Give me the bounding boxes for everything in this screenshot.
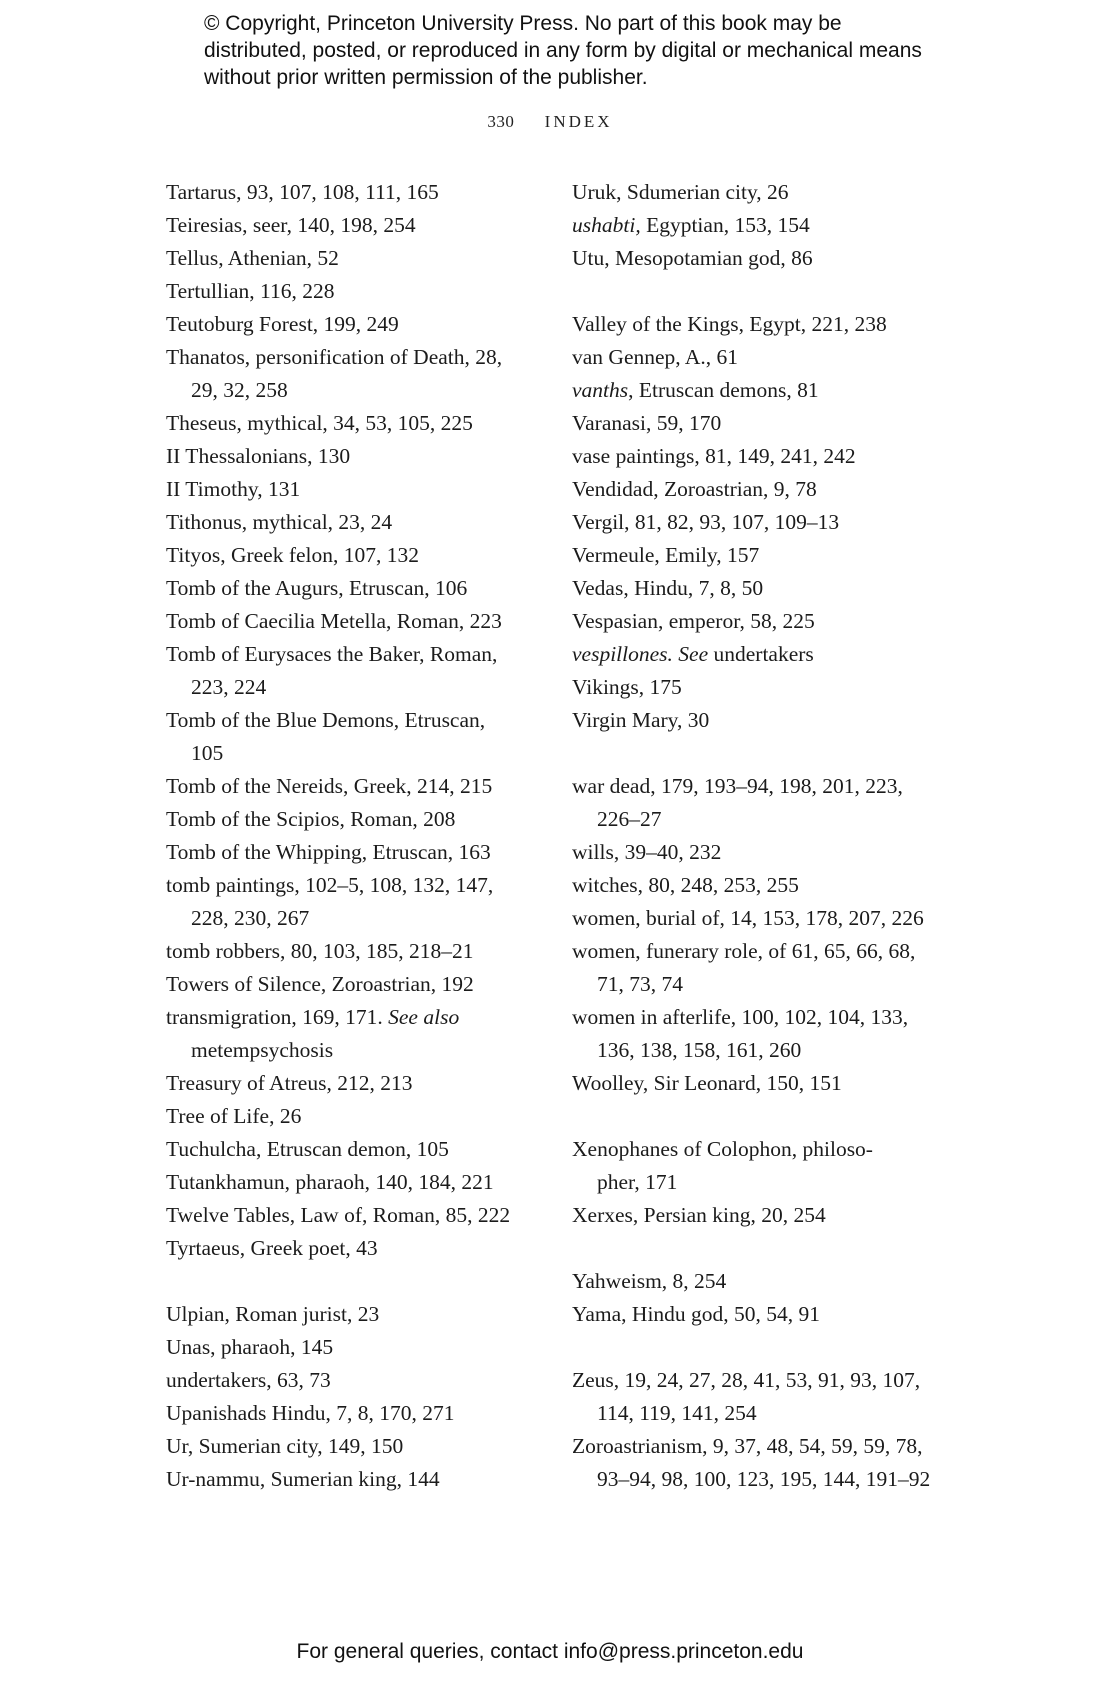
index-entry <box>572 374 952 407</box>
index-entry <box>166 1133 536 1166</box>
index-entry <box>166 572 536 605</box>
index-entry <box>572 506 952 539</box>
index-entry <box>572 176 952 209</box>
index-entry-text: 228, 230, 267 <box>191 906 310 930</box>
index-entry-text: Thanatos, personification of Death, 28, <box>166 345 503 369</box>
index-entry <box>166 539 536 572</box>
index-entry <box>572 1364 952 1397</box>
index-entry-text: undertakers <box>708 642 814 666</box>
index-entry-text: Vikings, 175 <box>572 675 682 699</box>
index-entry <box>166 176 536 209</box>
index-entry-text: Upanishads Hindu, 7, 8, 170, 271 <box>166 1401 455 1425</box>
index-entry-text: Tomb of the Blue Demons, Etruscan, <box>166 708 486 732</box>
index-entry-text: Vedas, Hindu, 7, 8, 50 <box>572 576 764 600</box>
index-entry-text: war dead, 179, 193–94, 198, 201, 223, <box>572 774 903 798</box>
index-entry <box>166 1100 536 1133</box>
index-entry-text: Tuchulcha, Etruscan demon, 105 <box>166 1137 449 1161</box>
index-entry-text: Unas, pharaoh, 145 <box>166 1335 334 1359</box>
index-entry <box>572 440 952 473</box>
index-entry-text: Yahweism, 8, 254 <box>572 1269 727 1293</box>
index-entry-text: 105 <box>191 741 224 765</box>
index-entry-text: transmigration, 169, 171. <box>166 1005 389 1029</box>
index-entry-continuation <box>166 1034 536 1067</box>
index-entry <box>572 869 952 902</box>
running-head <box>0 112 1100 132</box>
index-entry-continuation <box>572 1397 952 1430</box>
index-entry <box>166 1397 536 1430</box>
index-entry <box>166 1331 536 1364</box>
index-entry-text: women, funerary role, of 61, 65, 66, 68, <box>572 939 916 963</box>
index-entry-text: , Etruscan demons, 81 <box>628 378 819 402</box>
index-entry-text: Xerxes, Persian king, 20, 254 <box>572 1203 826 1227</box>
index-entry-text: Woolley, Sir Leonard, 150, 151 <box>572 1071 842 1095</box>
index-column-right <box>572 176 952 1496</box>
index-entry <box>166 1463 536 1496</box>
index-entry <box>166 869 536 902</box>
index-entry-text: Tomb of Eurysaces the Baker, Roman, <box>166 642 498 666</box>
index-entry <box>572 1067 952 1100</box>
index-entry-text: Towers of Silence, Zoroastrian, 192 <box>166 972 474 996</box>
index-entry-continuation <box>572 1463 952 1496</box>
index-entry <box>166 407 536 440</box>
index-entry <box>166 1232 536 1265</box>
index-entry-text: metempsychosis <box>191 1038 334 1062</box>
index-entry-text: Vespasian, emperor, 58, 225 <box>572 609 815 633</box>
index-entry <box>572 407 952 440</box>
index-entry-continuation <box>166 902 536 935</box>
index-entry-text: 93–94, 98, 100, 123, 195, 144, 191–92 <box>597 1467 931 1491</box>
index-entry <box>166 605 536 638</box>
index-entry <box>166 1199 536 1232</box>
index-entry-text: Tomb of the Whipping, Etruscan, 163 <box>166 840 491 864</box>
index-entry <box>166 704 536 737</box>
index-entry-continuation <box>572 968 952 1001</box>
index-entry <box>572 935 952 968</box>
index-entry-text: Vergil, 81, 82, 93, 107, 109–13 <box>572 510 840 534</box>
index-entry-text: Twelve Tables, Law of, Roman, 85, 222 <box>166 1203 511 1227</box>
index-entry-text: Tithonus, mythical, 23, 24 <box>166 510 393 534</box>
index-entry-text: Treasury of Atreus, 212, 213 <box>166 1071 413 1095</box>
index-entry <box>166 506 536 539</box>
index-entry-text: undertakers, 63, 73 <box>166 1368 331 1392</box>
index-entry-text: II Timothy, 131 <box>166 477 301 501</box>
index-entry <box>572 539 952 572</box>
index-entry-italic-text: ushabti, <box>572 213 641 237</box>
index-entry <box>572 1001 952 1034</box>
index-entry <box>166 1166 536 1199</box>
index-entry-text: Utu, Mesopotamian god, 86 <box>572 246 813 270</box>
index-entry-text: tomb robbers, 80, 103, 185, 218–21 <box>166 939 474 963</box>
index-entry-text: 29, 32, 258 <box>191 378 288 402</box>
index-entry-text: II Thessalonians, 130 <box>166 444 351 468</box>
index-entry-text: Ur, Sumerian city, 149, 150 <box>166 1434 404 1458</box>
index-entry <box>572 902 952 935</box>
index-spacer <box>572 737 952 770</box>
index-entry-text: vase paintings, 81, 149, 241, 242 <box>572 444 856 468</box>
index-entry <box>572 605 952 638</box>
index-spacer <box>572 275 952 308</box>
index-entry-text: Tomb of Caecilia Metella, Roman, 223 <box>166 609 502 633</box>
index-entry-text: Tartarus, 93, 107, 108, 111, 165 <box>166 180 439 204</box>
index-spacer <box>572 1331 952 1364</box>
index-entry <box>166 440 536 473</box>
index-entry <box>572 242 952 275</box>
index-entry-text: Vendidad, Zoroastrian, 9, 78 <box>572 477 817 501</box>
index-entry <box>572 1265 952 1298</box>
index-entry-italic-text: vespillones. See <box>572 642 709 666</box>
index-entry <box>166 770 536 803</box>
index-entry-text: Vermeule, Emily, 157 <box>572 543 760 567</box>
index-entry-text: pher, 171 <box>597 1170 678 1194</box>
index-entry <box>572 572 952 605</box>
index-entry-text: Xenophanes of Colophon, philoso- <box>572 1137 873 1161</box>
index-entry-text: Tityos, Greek felon, 107, 132 <box>166 543 420 567</box>
index-spacer <box>572 1100 952 1133</box>
index-entry-text: Ur-nammu, Sumerian king, 144 <box>166 1467 440 1491</box>
index-entry-text: Teutoburg Forest, 199, 249 <box>166 312 399 336</box>
index-entry <box>572 770 952 803</box>
index-entry-text: 71, 73, 74 <box>597 972 683 996</box>
index-spacer <box>572 1232 952 1265</box>
section-title: INDEX <box>544 112 613 131</box>
index-entry <box>166 308 536 341</box>
index-entry <box>166 1298 536 1331</box>
index-entry-text: Uruk, Sdumerian city, 26 <box>572 180 789 204</box>
index-entry-continuation <box>572 1166 952 1199</box>
index-column-left <box>166 176 536 1496</box>
copyright-notice: © Copyright, Princeton University Press. No part of this book may be distributed, posted, or reproduced in any form by digital or mechanical means without prior written permission of the publisher. <box>204 12 922 89</box>
index-entry <box>166 209 536 242</box>
index-entry <box>572 341 952 374</box>
index-entry <box>166 935 536 968</box>
index-entry <box>572 704 952 737</box>
index-entry <box>572 671 952 704</box>
index-entry <box>572 209 952 242</box>
index-entry-text: Zoroastrianism, 9, 37, 48, 54, 59, 59, 78, <box>572 1434 923 1458</box>
index-entry <box>166 836 536 869</box>
index-entry-text: Varanasi, 59, 170 <box>572 411 722 435</box>
index-entry <box>572 308 952 341</box>
index-entry-text: women in afterlife, 100, 102, 104, 133, <box>572 1005 909 1029</box>
footer-contact: For general queries, contact info@press.princeton.edu <box>296 1640 804 1663</box>
page-number: 330 <box>487 112 515 131</box>
index-entry-text: Ulpian, Roman jurist, 23 <box>166 1302 380 1326</box>
index-entry-text: 114, 119, 141, 254 <box>597 1401 757 1425</box>
index-entry-text: 223, 224 <box>191 675 267 699</box>
index-entry <box>572 836 952 869</box>
index-entry <box>572 473 952 506</box>
index-entry-text: women, burial of, 14, 153, 178, 207, 226 <box>572 906 924 930</box>
index-entry-text: Virgin Mary, 30 <box>572 708 710 732</box>
index-entry-text: Valley of the Kings, Egypt, 221, 238 <box>572 312 887 336</box>
index-entry <box>166 242 536 275</box>
index-entry-text: Tellus, Athenian, 52 <box>166 246 339 270</box>
index-entry-continuation <box>166 374 536 407</box>
index-entry-continuation <box>572 1034 952 1067</box>
index-spacer <box>166 1265 536 1298</box>
index-entry-text: tomb paintings, 102–5, 108, 132, 147, <box>166 873 494 897</box>
index-entry-text: Theseus, mythical, 34, 53, 105, 225 <box>166 411 473 435</box>
index-entry <box>572 1298 952 1331</box>
index-entry-text: witches, 80, 248, 253, 255 <box>572 873 799 897</box>
index-entry <box>572 1430 952 1463</box>
index-entry-text: 226–27 <box>597 807 662 831</box>
index-entry <box>166 638 536 671</box>
index-entry <box>166 275 536 308</box>
index-entry <box>166 803 536 836</box>
index-entry-italic-text: vanths <box>572 378 629 402</box>
index-entry <box>166 1364 536 1397</box>
index-entry-continuation <box>166 737 536 770</box>
index-entry <box>166 1067 536 1100</box>
index-entry <box>166 473 536 506</box>
index-entry-text: Tomb of the Augurs, Etruscan, 106 <box>166 576 468 600</box>
index-entry <box>166 1430 536 1463</box>
index-entry-text: Tomb of the Nereids, Greek, 214, 215 <box>166 774 493 798</box>
index-entry-text: Tutankhamun, pharaoh, 140, 184, 221 <box>166 1170 494 1194</box>
index-entry <box>572 1199 952 1232</box>
index-entry-text: Tomb of the Scipios, Roman, 208 <box>166 807 456 831</box>
index-entry <box>166 1001 536 1034</box>
index-entry <box>572 1133 952 1166</box>
index-entry-continuation <box>166 671 536 704</box>
index-entry-text: van Gennep, A., 61 <box>572 345 738 369</box>
index-entry <box>166 341 536 374</box>
index-entry-text: Zeus, 19, 24, 27, 28, 41, 53, 91, 93, 107, <box>572 1368 921 1392</box>
index-entry-italic-text: See also <box>388 1005 460 1029</box>
index-entry-text: Tree of Life, 26 <box>166 1104 302 1128</box>
index-entry <box>572 638 952 671</box>
index-entry <box>166 968 536 1001</box>
index-entry-text: wills, 39–40, 232 <box>572 840 722 864</box>
index-entry-text: Egyptian, 153, 154 <box>640 213 810 237</box>
index-entry-continuation <box>572 803 952 836</box>
index-entry-text: Teiresias, seer, 140, 198, 254 <box>166 213 416 237</box>
index-entry-text: Yama, Hindu god, 50, 54, 91 <box>572 1302 821 1326</box>
index-entry-text: Tertullian, 116, 228 <box>166 279 335 303</box>
index-entry-text: 136, 138, 158, 161, 260 <box>597 1038 802 1062</box>
index-entry-text: Tyrtaeus, Greek poet, 43 <box>166 1236 378 1260</box>
